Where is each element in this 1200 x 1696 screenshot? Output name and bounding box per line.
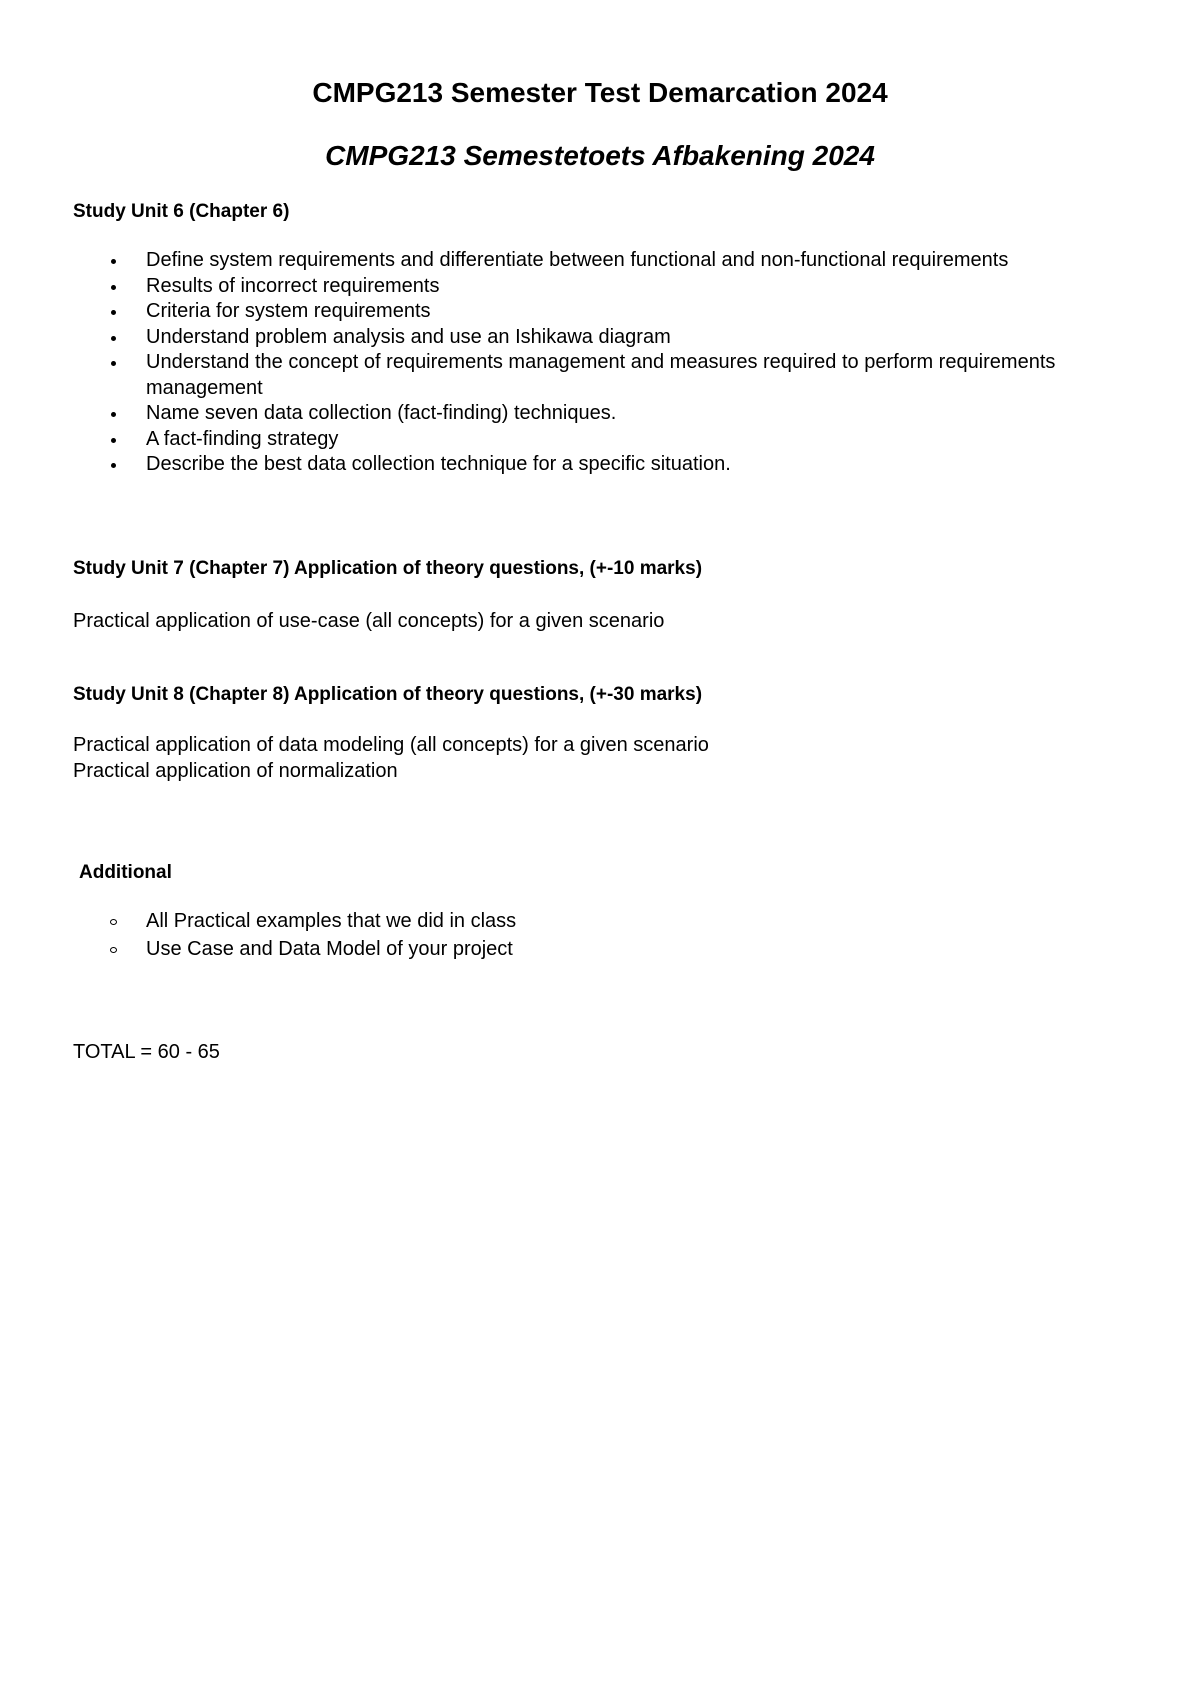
unit6-heading: Study Unit 6 (Chapter 6)	[73, 201, 290, 222]
unit8-line-2: Practical application of normalization	[73, 760, 398, 782]
list-item: Describe the best data collection technique for a specific situation.	[146, 453, 731, 475]
document-subtitle: CMPG213 Semestetoets Afbakening 2024	[325, 140, 875, 171]
list-item: Define system requirements and differentiate between functional and non-functional requirements	[146, 249, 1009, 271]
list-item: All Practical examples that we did in class	[146, 910, 517, 932]
total-marks: TOTAL = 60 - 65	[73, 1041, 220, 1063]
list-item: Understand the concept of requirements management and measures required to perform requirements management	[146, 351, 1056, 399]
unit8-line-1: Practical application of data modeling (all concepts) for a given scenario	[73, 734, 709, 756]
list-item: Use Case and Data Model of your project	[146, 938, 513, 960]
list-item: Understand problem analysis and use an Ishikawa diagram	[146, 325, 671, 348]
unit6-list	[0, 248, 1126, 478]
list-item: A fact-finding strategy	[146, 427, 339, 450]
list-item: Results of incorrect requirements	[146, 274, 440, 297]
unit8-heading: Study Unit 8 (Chapter 8) Application of theory questions, (+-30 marks)	[73, 684, 703, 705]
additional-heading: Additional	[79, 862, 172, 883]
list-item: Criteria for system requirements	[146, 300, 431, 322]
document-title: CMPG213 Semester Test Demarcation 2024	[312, 77, 888, 108]
list-item: Name seven data collection (fact-finding) techniques.	[146, 402, 617, 424]
unit7-text: Practical application of use-case (all concepts) for a given scenario	[73, 610, 665, 632]
additional-list	[0, 907, 1126, 963]
unit7-heading: Study Unit 7 (Chapter 7) Application of theory questions, (+-10 marks)	[73, 558, 703, 579]
